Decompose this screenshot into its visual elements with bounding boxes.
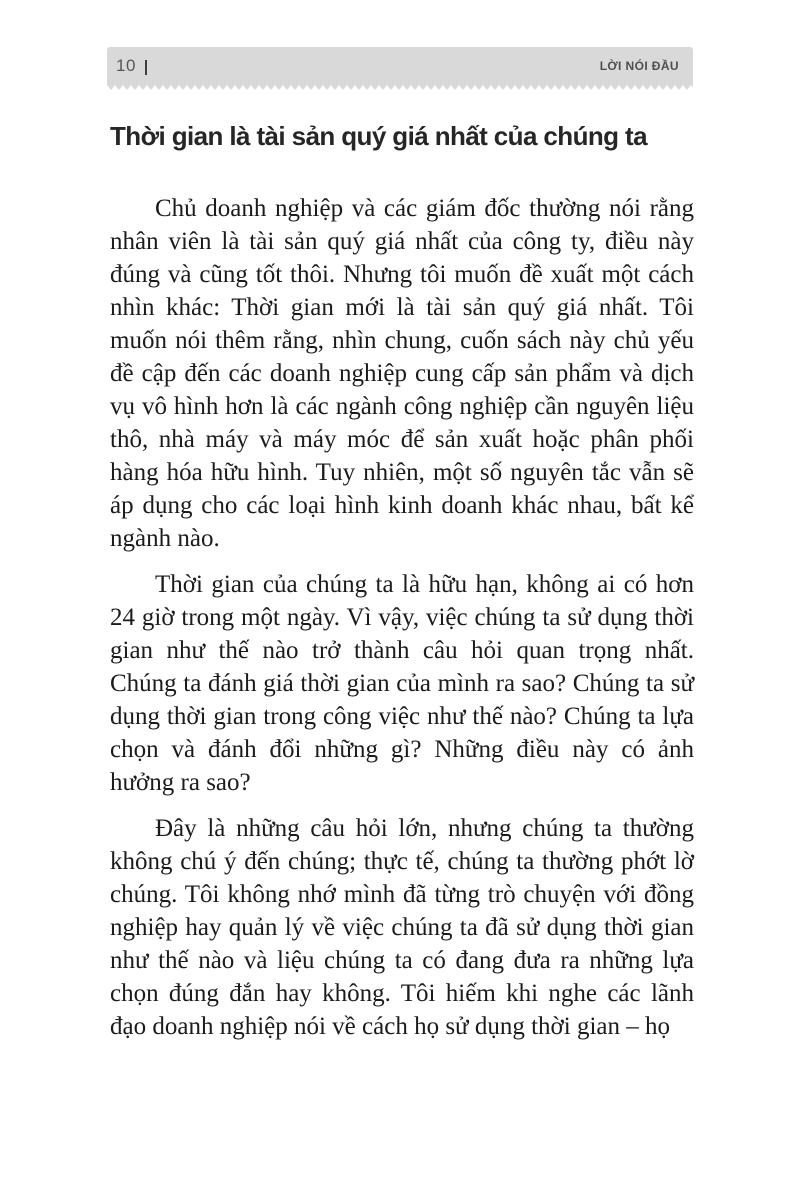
perforated-edge bbox=[107, 85, 693, 90]
page-header-band bbox=[107, 47, 693, 85]
chapter-title: Thời gian là tài sản quý giá nhất của chúng ta bbox=[110, 121, 647, 151]
running-head: LỜI NÓI ĐẦU bbox=[599, 59, 679, 73]
header-left bbox=[116, 56, 147, 76]
page-number: 10 bbox=[116, 56, 136, 75]
body-paragraph-2: Thời gian của chúng ta là hữu hạn, không ai có hơn 24 giờ trong một ngày. Vì vậy, việc chúng ta sử dụng thời gian như thế nào trở thành câu hỏi quan trọng nhất. Chúng ta đánh giá thời gian của mình ra sao? Chúng ta sử dụng thời gian trong công việc như thế nào? Chúng ta lựa chọn và đánh đổi những gì? Những điều này có ảnh hưởng ra sao? bbox=[110, 571, 694, 796]
article-content bbox=[110, 121, 694, 1043]
header-divider bbox=[145, 60, 147, 75]
body-paragraph-3: Đây là những câu hỏi lớn, nhưng chúng ta thường không chú ý đến chúng; thực tế, chúng ta thường phớt lờ chúng. Tôi không nhớ mình đã từng trò chuyện với đồng nghiệp hay quản lý về việc chúng ta đã sử dụng thời gian như thế nào và liệu chúng ta có đang đưa ra những lựa chọn đúng đắn hay không. Tôi hiếm khi nghe các lãnh đạo doanh nghiệp nói về cách họ sử dụng thời gian – họ bbox=[110, 815, 694, 1040]
body-paragraph-1: Chủ doanh nghiệp và các giám đốc thường nói rằng nhân viên là tài sản quý giá nhất của công ty, điều này đúng và cũng tốt thôi. Nhưng tôi muốn đề xuất một cách nhìn khác: Thời gian mới là tài sản quý giá nhất. Tôi muốn nói thêm rằng, nhìn chung, cuốn sách này chủ yếu đề cập đến các doanh nghiệp cung cấp sản phẩm và dịch vụ vô hình hơn là các ngành công nghiệp cần nguyên liệu thô, nhà máy và máy móc để sản xuất hoặc phân phối hàng hóa hữu hình. Tuy nhiên, một số nguyên tắc vẫn sẽ áp dụng cho các loại hình kinh doanh khác nhau, bất kể ngành nào. bbox=[110, 195, 694, 552]
